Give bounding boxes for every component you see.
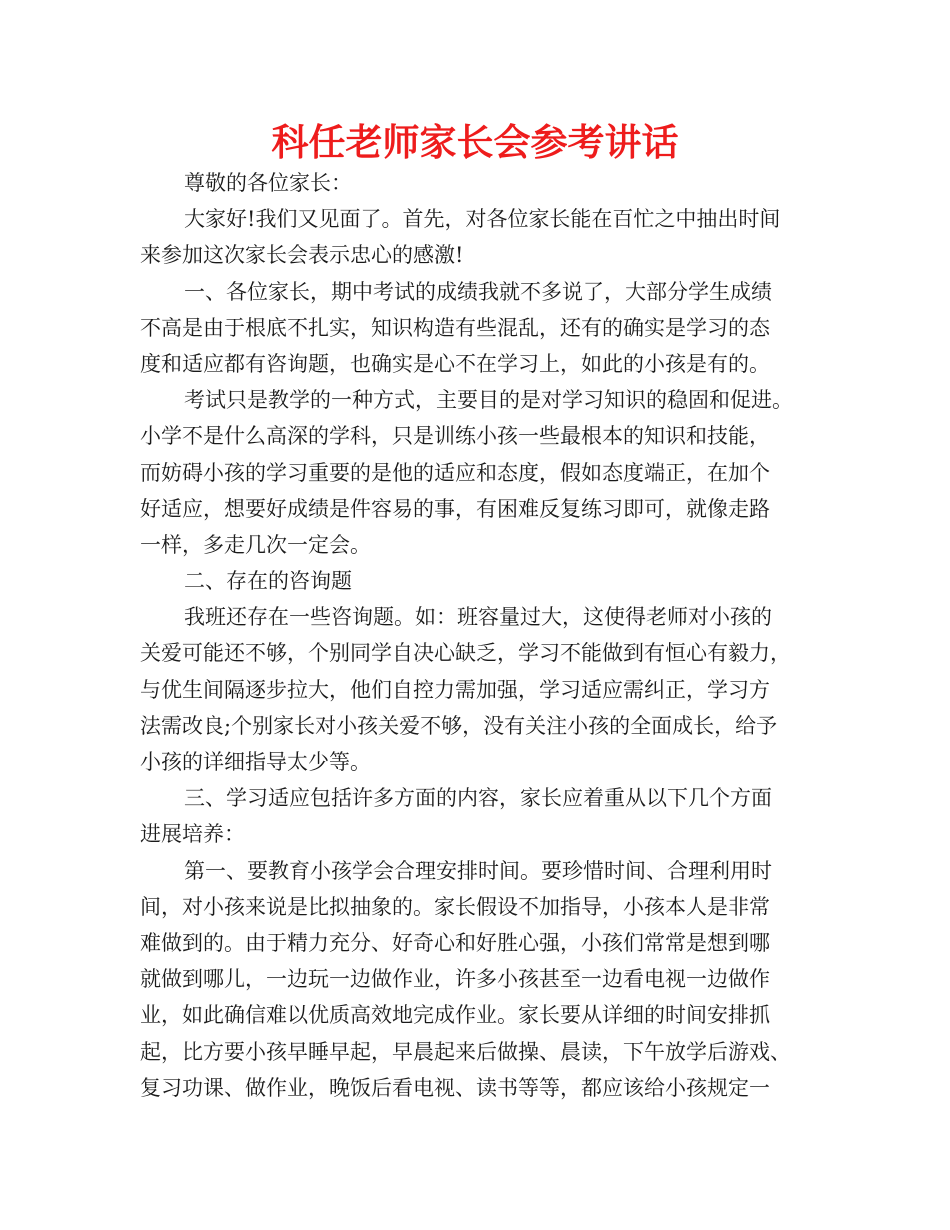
text-line: 考试只是教学的一种方式，主要目的是对学习知识的稳固和促进。: [184, 388, 793, 413]
text-line: 法需改良;个别家长对小孩关爱不够，没有关注小孩的全面成长，给予: [140, 713, 778, 738]
text-line: 我班还存在一些咨询题。如：班容量过大，这使得老师对小孩的: [184, 605, 772, 630]
text-line: 间，对小孩来说是比拟抽象的。家长假设不加指导，小孩本人是非常: [140, 894, 770, 919]
text-line: 第一、要教育小孩学会合理安排时间。要珍惜时间、合理利用时: [184, 858, 772, 883]
text-line: 大家好!我们又见面了。首先，对各位家长能在百忙之中抽出时间: [184, 207, 781, 232]
text-line: 难做到的。由于精力充分、好奇心和好胜心强，小孩们常常是想到哪: [140, 930, 770, 955]
text-line: 小学不是什么高深的学科，只是训练小孩一些最根本的知识和技能，: [140, 424, 770, 449]
text-line: 复习功课、做作业，晚饭后看电视、读书等等，都应该给小孩规定一: [140, 1075, 770, 1100]
text-line: 小孩的详细指导太少等。: [140, 750, 371, 774]
text-line: 好适应，想要好成绩是件容易的事，有困难反复练习即可，就像走路: [140, 496, 770, 521]
text-line: 关爱可能还不够，个别同学自决心缺乏，学习不能做到有恒心有毅力，: [140, 641, 791, 666]
text-line: 起，比方要小孩早睡早起，早晨起来后做操、晨读，下午放学后游戏、: [140, 1039, 791, 1064]
text-line: 进展培养：: [140, 822, 245, 847]
text-line: 来参加这次家长会表示忠心的感激!: [140, 243, 464, 268]
text-line: 业，如此确信难以优质高效地完成作业。家长要从详细的时间安排抓: [140, 1003, 770, 1028]
text-line: 不高是由于根底不扎实，知识构造有些混乱，还有的确实是学习的态: [140, 315, 770, 340]
text-line: 一、各位家长，期中考试的成绩我就不多说了，大部分学生成绩: [184, 279, 772, 304]
document-body: [140, 165, 830, 1106]
document-title: 科任老师家长会参考讲话: [271, 121, 679, 164]
text-line: 三、学习适应包括许多方面的内容，家长应着重从以下几个方面: [184, 786, 772, 811]
text-line: 二、存在的咨询题: [184, 569, 352, 594]
text-line: 与优生间隔逐步拉大，他们自控力需加强，学习适应需纠正，学习方: [140, 677, 770, 702]
text-line: 就做到哪儿，一边玩一边做作业，许多小孩甚至一边看电视一边做作: [140, 967, 770, 992]
text-line: 一样，多走几次一定会。: [140, 532, 371, 557]
text-line: 而妨碍小孩的学习重要的是他的适应和态度，假如态度端正，在加个: [140, 460, 770, 485]
text-line: 度和适应都有咨询题，也确实是心不在学习上，如此的小孩是有的。: [140, 351, 770, 376]
text-line: 尊敬的各位家长：: [184, 171, 352, 195]
